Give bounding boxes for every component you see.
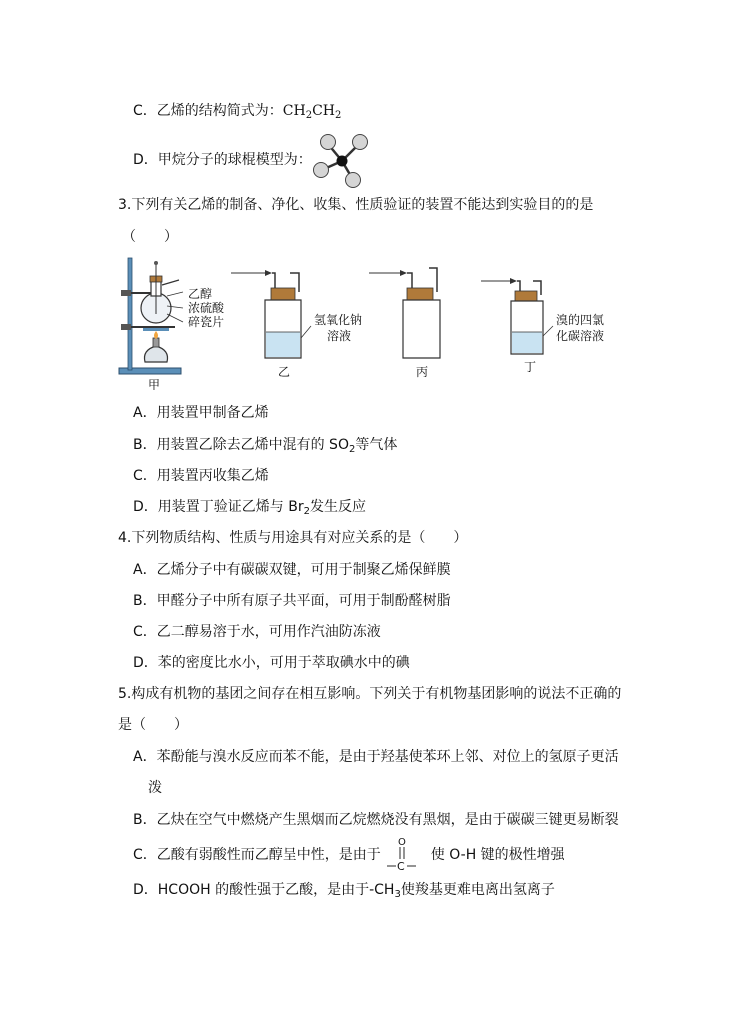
bing-caption: 丙	[416, 365, 429, 379]
yi-solution-line1: 氢氧化钠	[314, 313, 363, 327]
hydrogen-atom-ball	[314, 163, 329, 178]
carbonyl-group-structure	[383, 834, 429, 874]
q2-option-c-text: C．乙烯的结构简式为：	[133, 103, 283, 119]
jia-reagent-ethanol: 乙醇	[188, 287, 213, 301]
jia-reagent-sulfuric-acid: 浓硫酸	[188, 301, 225, 315]
q4-option-d: D．苯的密度比水小，可用于萃取碘水中的碘	[133, 655, 410, 671]
ding-solution-line2: 化碳溶液	[556, 329, 605, 343]
jia-caption: 甲	[148, 378, 161, 390]
yi-solution-line2: 溶液	[327, 329, 352, 343]
carbonyl-oxygen-label: O	[398, 837, 406, 848]
q5-option-a-line2: 泼	[148, 780, 162, 796]
q5-stem-line2: 是（ ）	[118, 717, 188, 733]
q5-option-c-pre: C．乙酸有弱酸性而乙醇呈中性，是由于	[133, 847, 381, 863]
q3-option-c: C．用装置丙收集乙烯	[133, 468, 269, 484]
carbonyl-carbon-label: C	[397, 860, 405, 873]
apparatus-yi	[231, 270, 362, 379]
q3-option-d: D．用装置丁验证乙烯与 $Br_2$发生反应	[133, 499, 366, 517]
q3-stem: 3.下列有关乙烯的制备、净化、收集、性质验证的装置不能达到实验目的的是	[118, 197, 594, 213]
q5-option-a-line1: A．苯酚能与溴水反应而苯不能，是由于羟基使苯环上邻、对位上的氢原子更活	[133, 749, 619, 765]
q3-option-b: B．用装置乙除去乙烯中混有的 $SO_2$等气体	[133, 437, 398, 455]
ding-solution-line1: 溴的四氯	[556, 313, 605, 327]
apparatus-ding	[481, 278, 604, 374]
q2-option-d	[133, 150, 312, 170]
q5-option-c	[133, 845, 565, 865]
ding-caption: 丁	[524, 360, 537, 374]
methane-ball-stick-model	[308, 128, 374, 190]
q4-option-a: A．乙烯分子中有碳碳双键，可用于制聚乙烯保鲜膜	[133, 562, 451, 578]
q5-stem-line1: 5.构成有机物的基团之间存在相互影响。下列关于有机物基团影响的说法不正确的	[118, 686, 622, 702]
q2-option-c	[133, 101, 341, 126]
q3-answer-paren: （ ）	[122, 229, 178, 245]
q2-option-c-formula: $CH_2CH_2$	[282, 103, 342, 121]
yi-caption: 乙	[278, 365, 291, 379]
q3-option-a: A．用装置甲制备乙烯	[133, 405, 269, 421]
q5-option-c-post: 使 O-H 键的极性增强	[430, 847, 565, 863]
hydrogen-atom-ball	[321, 135, 336, 150]
jia-reagent-porcelain: 碎瓷片	[188, 315, 225, 329]
hydrogen-atom-ball	[346, 173, 361, 188]
apparatus-jia	[119, 258, 225, 390]
q5-option-b: B．乙炔在空气中燃烧产生黑烟而乙烷燃烧没有黑烟，是由于碳碳三键更易断裂	[133, 812, 619, 828]
q4-stem: 4.下列物质结构、性质与用途具有对应关系的是（ ）	[118, 530, 468, 546]
apparatus-bing	[369, 268, 440, 379]
q4-option-c: C．乙二醇易溶于水，可用作汽油防冻液	[133, 624, 381, 640]
q2-option-d-text: D．甲烷分子的球棍模型为：	[133, 152, 312, 168]
apparatus-figure	[115, 252, 610, 390]
hydrogen-atom-ball	[353, 135, 368, 150]
q4-option-b: B．甲醛分子中所有原子共平面，可用于制酚醛树脂	[133, 593, 451, 609]
q5-option-d: D．HCOOH 的酸性强于乙酸，是由于$-CH_3$使羧基更难电离出氢离子	[133, 882, 555, 900]
carbon-atom-ball	[337, 156, 348, 167]
